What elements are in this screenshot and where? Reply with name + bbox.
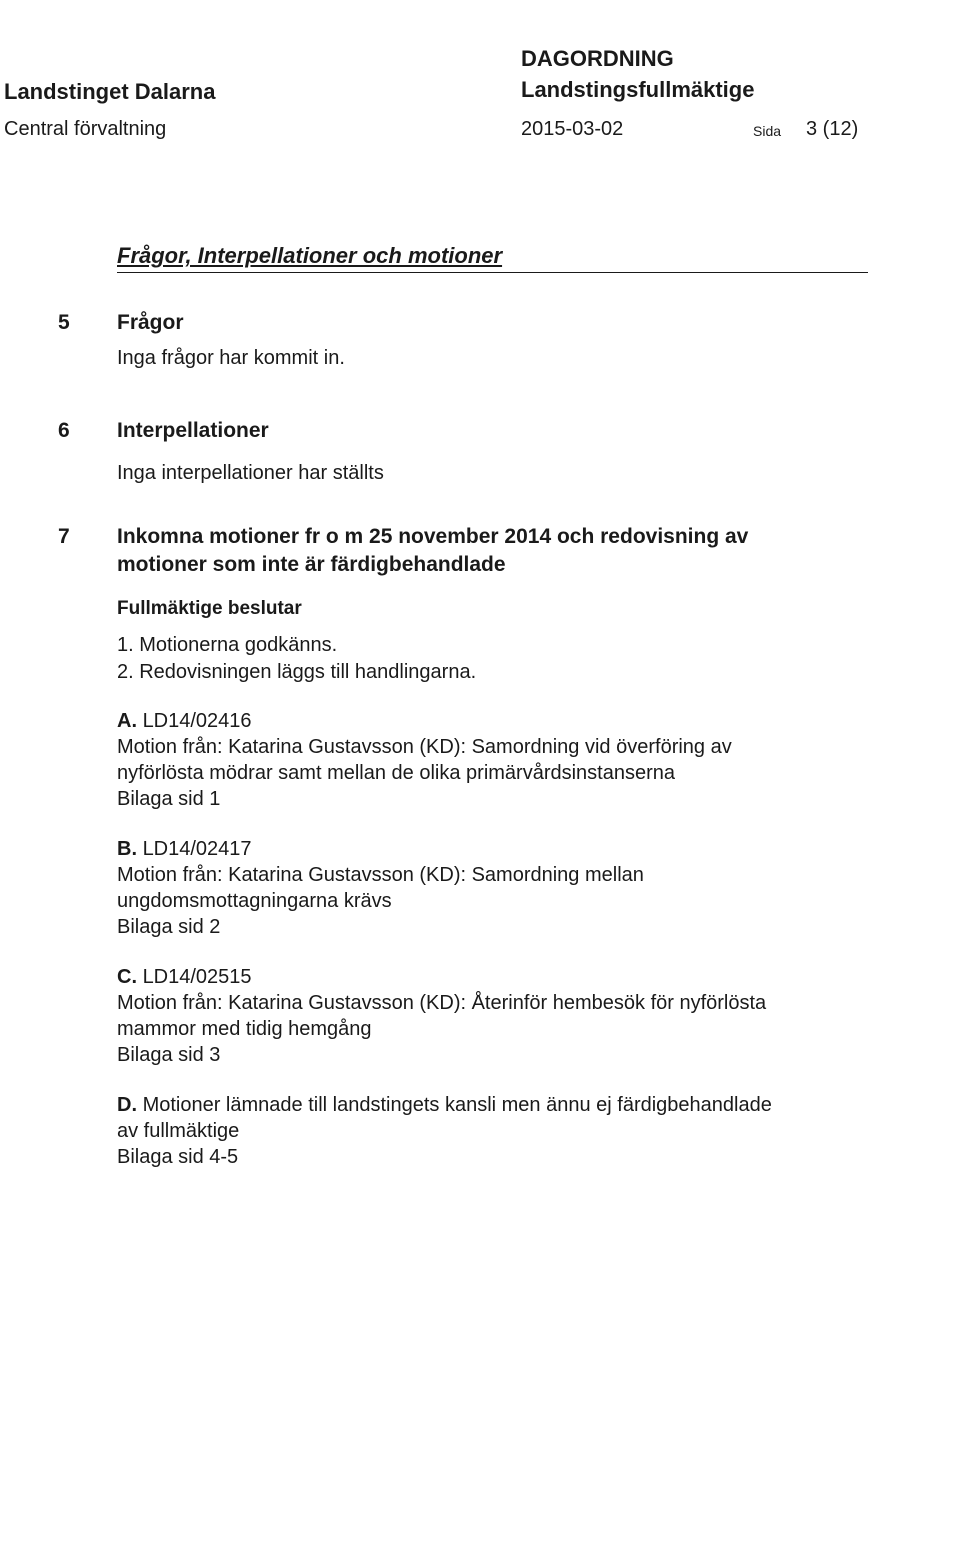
motion-ref: Motioner lämnade till landstingets kansli men ännu ej färdigbehandlade (142, 1094, 772, 1116)
motion-ref: LD14/02417 (142, 838, 252, 860)
motion-label: A. (117, 710, 137, 732)
motion-attachment: Bilaga sid 2 (117, 916, 221, 938)
document-type: DAGORDNING (521, 46, 674, 71)
motion-line-2: ungdomsmottagningarna krävs (117, 890, 392, 912)
decision-1: 1. Motionerna godkänns. (117, 634, 338, 656)
section-heading: Frågor, Interpellationer och motioner (117, 243, 503, 268)
decision-2: 2. Redovisningen läggs till handlingarna. (117, 661, 477, 683)
organization-name: Landstinget Dalarna (4, 79, 216, 104)
item-number-6: 6 (58, 419, 70, 442)
motion-attachment: Bilaga sid 3 (117, 1044, 221, 1066)
item-number-7: 7 (58, 525, 70, 548)
motion-line-1: Motion från: Katarina Gustavsson (KD): Samordning vid överföring av (117, 736, 732, 758)
item-questions (117, 309, 867, 371)
motion-d (117, 1092, 867, 1170)
item-number-5: 5 (58, 311, 70, 334)
motion-ref: LD14/02416 (142, 710, 252, 732)
department-name: Central förvaltning (4, 118, 167, 140)
document-date: 2015-03-02 (521, 118, 624, 140)
page-number: 3 (12) (806, 118, 859, 140)
item-title-line-2: motioner som inte är färdigbehandlade (117, 553, 506, 576)
motion-c (117, 964, 867, 1068)
section-divider (117, 272, 868, 273)
assembly-name: Landstingsfullmäktige (521, 77, 755, 102)
motion-b (117, 836, 867, 940)
item-motions (117, 523, 867, 579)
item-interpellations (117, 417, 867, 486)
item-text: Inga frågor har kommit in. (117, 347, 345, 369)
page-label: Sida (753, 123, 782, 139)
motion-line-2: nyförlösta mödrar samt mellan de olika primärvårdsinstanserna (117, 762, 676, 784)
motion-label: B. (117, 838, 137, 860)
motion-a (117, 708, 867, 812)
item-title: Interpellationer (117, 419, 269, 442)
item-text: Inga interpellationer har ställts (117, 462, 384, 484)
motion-label: C. (117, 966, 137, 988)
motion-attachment: Bilaga sid 4-5 (117, 1146, 239, 1168)
decision-heading: Fullmäktige beslutar (117, 598, 302, 619)
motion-ref: LD14/02515 (142, 966, 252, 988)
motion-line-1: Motion från: Katarina Gustavsson (KD): Återinför hembesök för nyförlösta (117, 992, 767, 1014)
motion-line-2: mammor med tidig hemgång (117, 1018, 372, 1040)
item-title: Frågor (117, 311, 184, 334)
item-title-line-1: Inkomna motioner fr o m 25 november 2014 och redovisning av (117, 525, 749, 548)
motion-attachment: Bilaga sid 1 (117, 788, 221, 810)
motion-line-1: Motion från: Katarina Gustavsson (KD): Samordning mellan (117, 864, 644, 886)
motion-line-1: av fullmäktige (117, 1120, 240, 1142)
motion-label: D. (117, 1094, 137, 1116)
